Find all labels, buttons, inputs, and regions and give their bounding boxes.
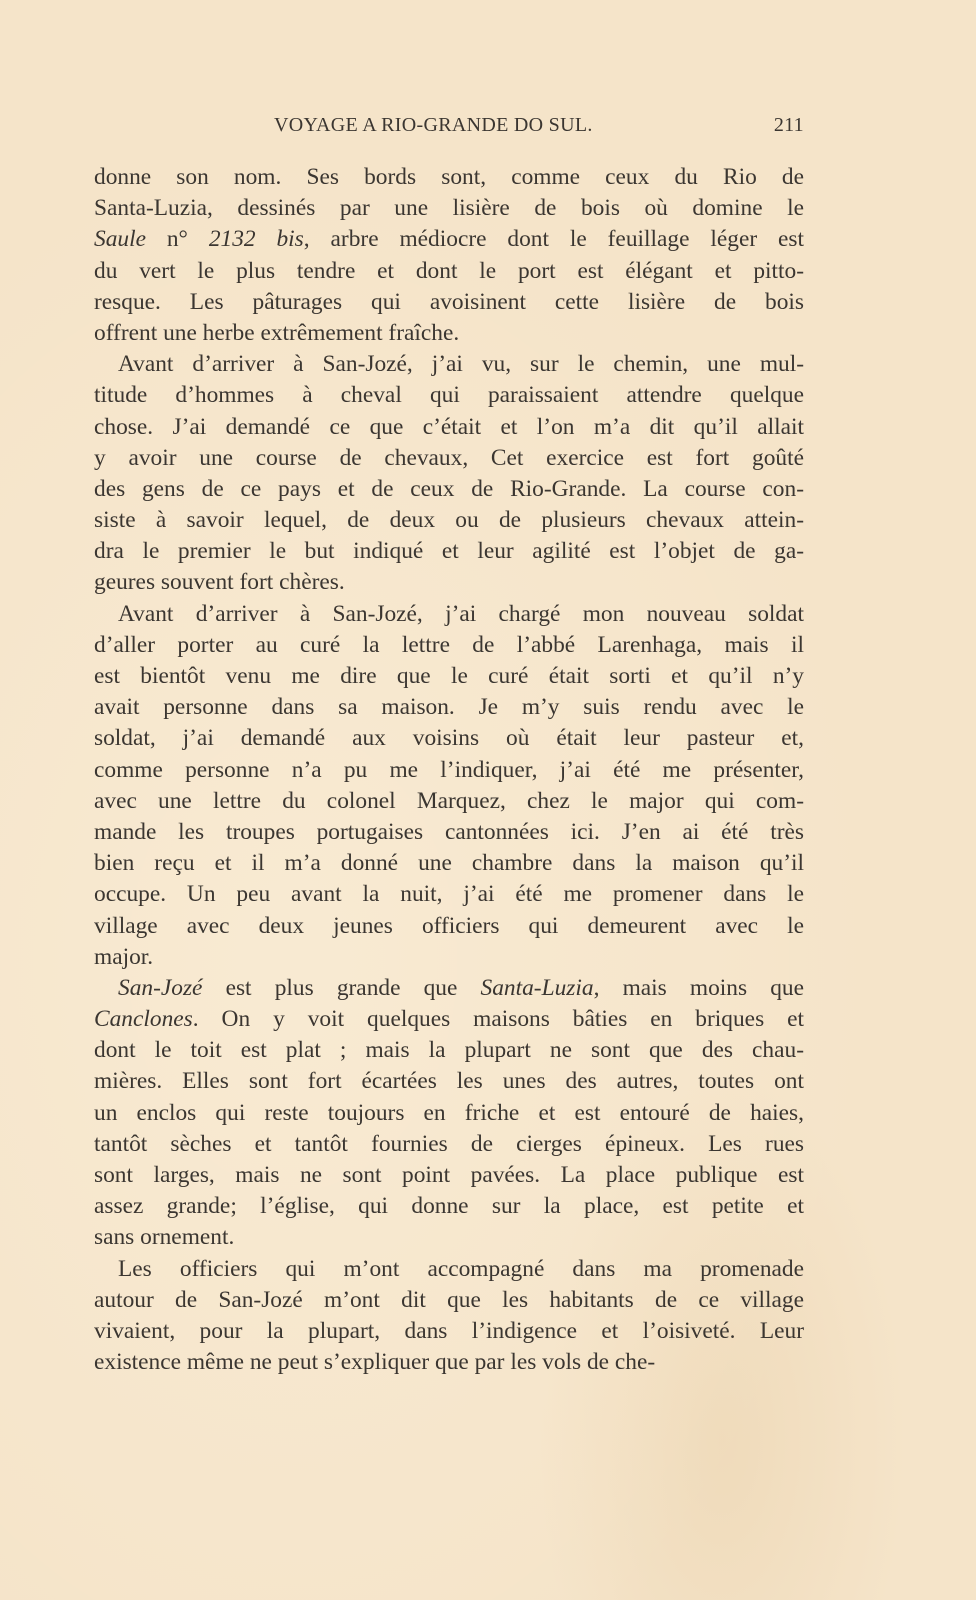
paragraph xyxy=(94,349,804,599)
text-line: d’aller porter au curé la lettre de l’abbé Larenhaga, mais il xyxy=(94,631,804,658)
text-line: mande les troupes portugaises cantonnées ici. J’en ai été très xyxy=(94,818,804,845)
text-line: assez grande; l’église, qui donne sur la place, est petite et xyxy=(94,1193,804,1220)
text-line: dont le toit est plat ; mais la plupart ne sont que des chau- xyxy=(94,1037,804,1064)
text-line: offrent une herbe extrêmement fraîche. xyxy=(94,319,460,346)
text-line: titude d’hommes à cheval qui paraissaient attendre quelque xyxy=(94,382,804,409)
text-line: est bientôt venu me dire que le curé était sorti et qu’il n’y xyxy=(94,663,804,689)
text-line: Les officiers qui m’ont accompagné dans ma promenade xyxy=(118,1255,804,1282)
running-head xyxy=(92,114,804,140)
text-line: des gens de ce pays et de ceux de Rio-Grande. La course con- xyxy=(94,475,804,502)
paragraph xyxy=(94,1254,804,1379)
text-line: autour de San-Jozé m’ont dit que les habitants de ce village xyxy=(94,1286,804,1313)
running-title: VOYAGE A RIO-GRANDE DO SUL. xyxy=(274,114,593,136)
text-line: comme personne n’a pu me l’indiquer, j’ai été me présenter, xyxy=(94,756,804,783)
text-line: Canclones. On y voit quelques maisons bâties en briques et xyxy=(94,1006,804,1033)
paragraph xyxy=(94,162,804,349)
text-line: avait personne dans sa maison. Je m’y suis rendu avec le xyxy=(94,694,804,721)
text-line: occupe. Un peu avant la nuit, j’ai été me promener dans le xyxy=(94,881,804,908)
text-line: donne son nom. Ses bords sont, comme ceux du Rio de xyxy=(94,164,804,190)
text-line: Avant d’arriver à San-Jozé, j’ai chargé mon nouveau soldat xyxy=(118,600,804,627)
text-line: bien reçu et il m’a donné une chambre dans la maison qu’il xyxy=(94,850,804,877)
text-line: siste à savoir lequel, de deux ou de plusieurs chevaux attein- xyxy=(94,507,804,534)
body-text xyxy=(94,162,804,1378)
paragraph xyxy=(94,599,804,973)
text-line: village avec deux jeunes officiers qui demeurent avec le xyxy=(94,912,804,939)
text-line: major. xyxy=(94,943,154,970)
text-line: vivaient, pour la plupart, dans l’indigence et l’oisiveté. Leur xyxy=(94,1317,804,1344)
text-line: soldat, j’ai demandé aux voisins où était leur pasteur et, xyxy=(94,725,804,752)
text-line: du vert le plus tendre et dont le port est élégant et pitto- xyxy=(94,257,804,284)
text-line: geures souvent fort chères. xyxy=(94,569,345,596)
text-line: un enclos qui reste toujours en friche et est entouré de haies, xyxy=(94,1099,804,1126)
text-line: San-Jozé est plus grande que Santa-Luzia, mais moins que xyxy=(118,974,804,1001)
text-line: resque. Les pâturages qui avoisinent cette lisière de bois xyxy=(94,288,804,315)
text-line: Saule n° 2132 bis, arbre médiocre dont le feuillage léger est xyxy=(94,226,804,253)
text-line: mières. Elles sont fort écartées les unes des autres, toutes ont xyxy=(94,1068,804,1095)
text-line: y avoir une course de chevaux, Cet exercice est fort goûté xyxy=(94,444,804,471)
text-line: chose. J’ai demandé ce que c’était et l’on m’a dit qu’il allait xyxy=(94,413,804,440)
text-line: dra le premier le but indiqué et leur agilité est l’objet de ga- xyxy=(94,538,804,565)
text-line: existence même ne peut s’expliquer que par les vols de che- xyxy=(94,1349,656,1376)
text-line: tantôt sèches et tantôt fournies de cierges épineux. Les rues xyxy=(94,1130,804,1157)
paragraph xyxy=(94,973,804,1254)
text-line: sont larges, mais ne sont point pavées. La place publique est xyxy=(94,1162,804,1188)
text-line: sans ornement. xyxy=(94,1224,235,1251)
text-line: Santa-Luzia, dessinés par une lisière de bois où domine le xyxy=(94,195,804,222)
text-line: Avant d’arriver à San-Jozé, j’ai vu, sur le chemin, une mul- xyxy=(118,351,804,378)
page-number: 211 xyxy=(773,114,804,136)
text-line: avec une lettre du colonel Marquez, chez le major qui com- xyxy=(94,787,804,814)
